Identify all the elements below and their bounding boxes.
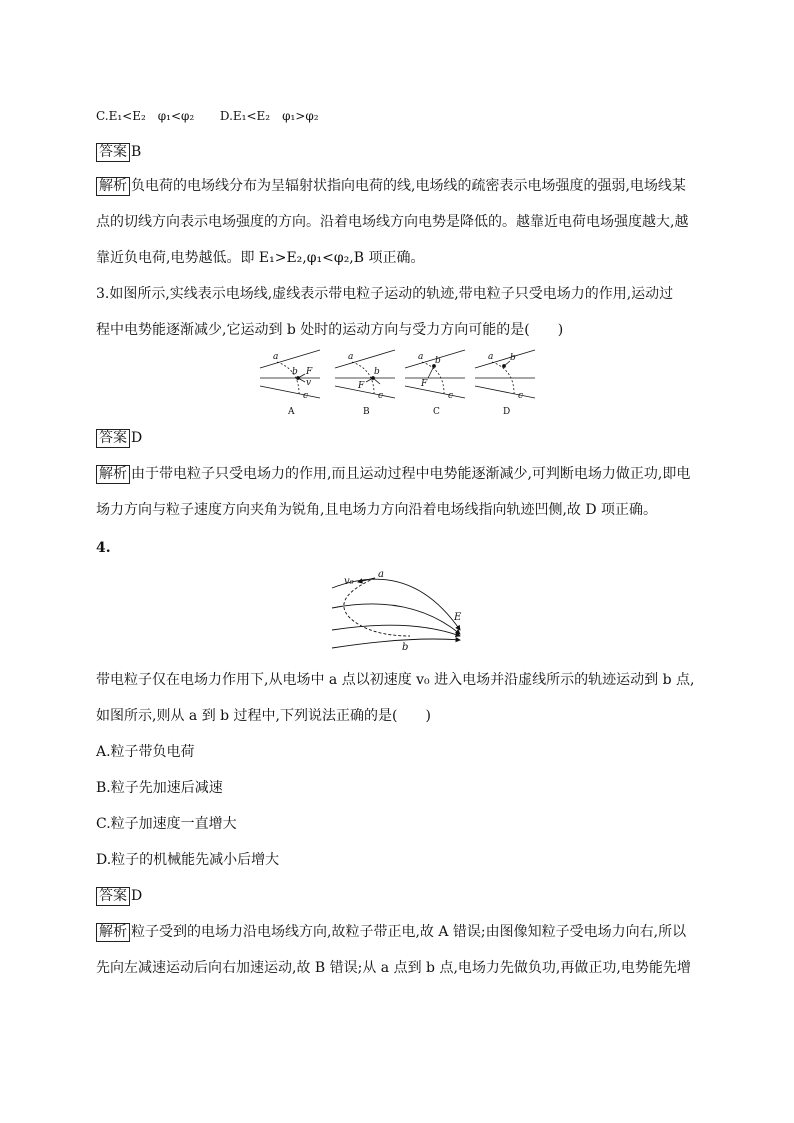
label-a: a xyxy=(488,352,494,362)
label-c: c xyxy=(378,391,384,401)
q2-analysis-line-1 xyxy=(96,176,686,196)
figure-a xyxy=(260,350,320,417)
option-c-text: C.E₁<E₂ φ₁<φ₂ xyxy=(96,109,195,123)
label-a: a xyxy=(273,352,279,362)
q4-stem-line-1: 带电粒子仅在电场力作用下,从电场中 a 点以初速度 v₀ 进入电场并沿虚线所示的轨迹运动到 b 点, xyxy=(96,672,695,688)
q2-analysis-line-3: 靠近负电荷,电势越低。即 E₁>E₂,φ₁<φ₂,B 项正确。 xyxy=(96,250,425,266)
q4-option-b: B.粒子先加速后减速 xyxy=(96,780,223,796)
q3-figure xyxy=(255,348,545,418)
label-c: c xyxy=(448,391,454,401)
label-e: E xyxy=(454,612,462,623)
q2-analysis-line-2: 点的切线方向表示电场强度的方向。沿着电场线方向电势是降低的。越靠近电荷电场强度越大,越 xyxy=(96,214,689,230)
q3-answer xyxy=(96,428,142,448)
q3-stem-line-1: 3.如图所示,实线表示电场线,虚线表示带电粒子运动的轨迹,带电粒子只受电场力的作用,运动过 xyxy=(96,286,674,302)
analysis-tag: 解析 xyxy=(96,923,130,942)
analysis-text: 粒子受到的电场力沿电场线方向,故粒子带正电,故 A 错误;由图像知粒子受电场力向右,所以 xyxy=(131,924,687,940)
option-c-prev xyxy=(96,106,319,126)
label-f: F xyxy=(306,367,313,377)
analysis-text: 由于带电粒子只受电场力的作用,而且运动过程中电势能逐渐减少,可判断电场力做正功,即电 xyxy=(131,466,691,482)
label-c: c xyxy=(518,391,524,401)
q4-answer xyxy=(96,886,142,906)
answer-value: D xyxy=(131,430,143,446)
answer-tag: 答案 xyxy=(96,143,130,162)
answer-tag: 答案 xyxy=(96,887,130,906)
label-c: c xyxy=(303,391,309,401)
answer-tag: 答案 xyxy=(96,429,130,448)
q4-number: 4. xyxy=(96,540,111,556)
q4-option-c: C.粒子加速度一直增大 xyxy=(96,816,237,832)
q3-analysis-line-2: 场力方向与粒子速度方向夹角为锐角,且电场力方向沿着电场线指向轨迹凹侧,故 D 项正确。 xyxy=(96,502,658,518)
fig-label-a: A xyxy=(288,407,295,417)
fig-label-b: B xyxy=(363,407,370,417)
figure-b xyxy=(335,350,395,417)
fig-label-c: C xyxy=(433,407,440,417)
label-b: b xyxy=(374,367,380,377)
figure-d xyxy=(475,350,535,417)
label-a: a xyxy=(378,569,384,580)
label-a: a xyxy=(418,352,424,362)
q4-option-d: D.粒子的机械能先减小后增大 xyxy=(96,852,280,868)
q3-stem-line-2: 程中电势能逐渐减少,它运动到 b 处时的运动方向与受力方向可能的是( ) xyxy=(96,322,564,338)
q2-answer xyxy=(96,142,141,162)
q4-stem-line-2: 如图所示,则从 a 到 b 过程中,下列说法正确的是( ) xyxy=(96,708,431,724)
analysis-text: 负电荷的电场线分布为呈辐射状指向电荷的线,电场线的疏密表示电场强度的强弱,电场线某 xyxy=(131,178,686,194)
label-v: v xyxy=(306,378,312,388)
q4-option-a: A.粒子带负电荷 xyxy=(96,744,195,760)
label-f: F xyxy=(358,381,365,391)
option-d-text: D.E₁<E₂ φ₁>φ₂ xyxy=(219,109,319,123)
label-b: b xyxy=(510,353,516,363)
answer-value: D xyxy=(131,888,143,904)
q4-analysis-line-2: 先向左减速运动后向右加速运动,故 B 错误;从 a 点到 b 点,电场力先做负功,再做正功,电势能先增 xyxy=(96,960,691,976)
label-b: b xyxy=(402,642,409,653)
analysis-tag: 解析 xyxy=(96,177,130,196)
q4-analysis-line-1 xyxy=(96,922,686,942)
label-v0: v₀ xyxy=(344,576,354,587)
label-f: F xyxy=(421,379,428,389)
analysis-tag: 解析 xyxy=(96,465,130,484)
fig-label-d: D xyxy=(503,407,511,417)
label-b: b xyxy=(292,367,298,377)
q4-figure xyxy=(330,568,470,658)
label-a: a xyxy=(348,352,354,362)
answer-value: B xyxy=(131,144,142,160)
q3-analysis-line-1 xyxy=(96,464,690,484)
figure-c xyxy=(405,350,465,417)
label-b: b xyxy=(435,356,441,366)
